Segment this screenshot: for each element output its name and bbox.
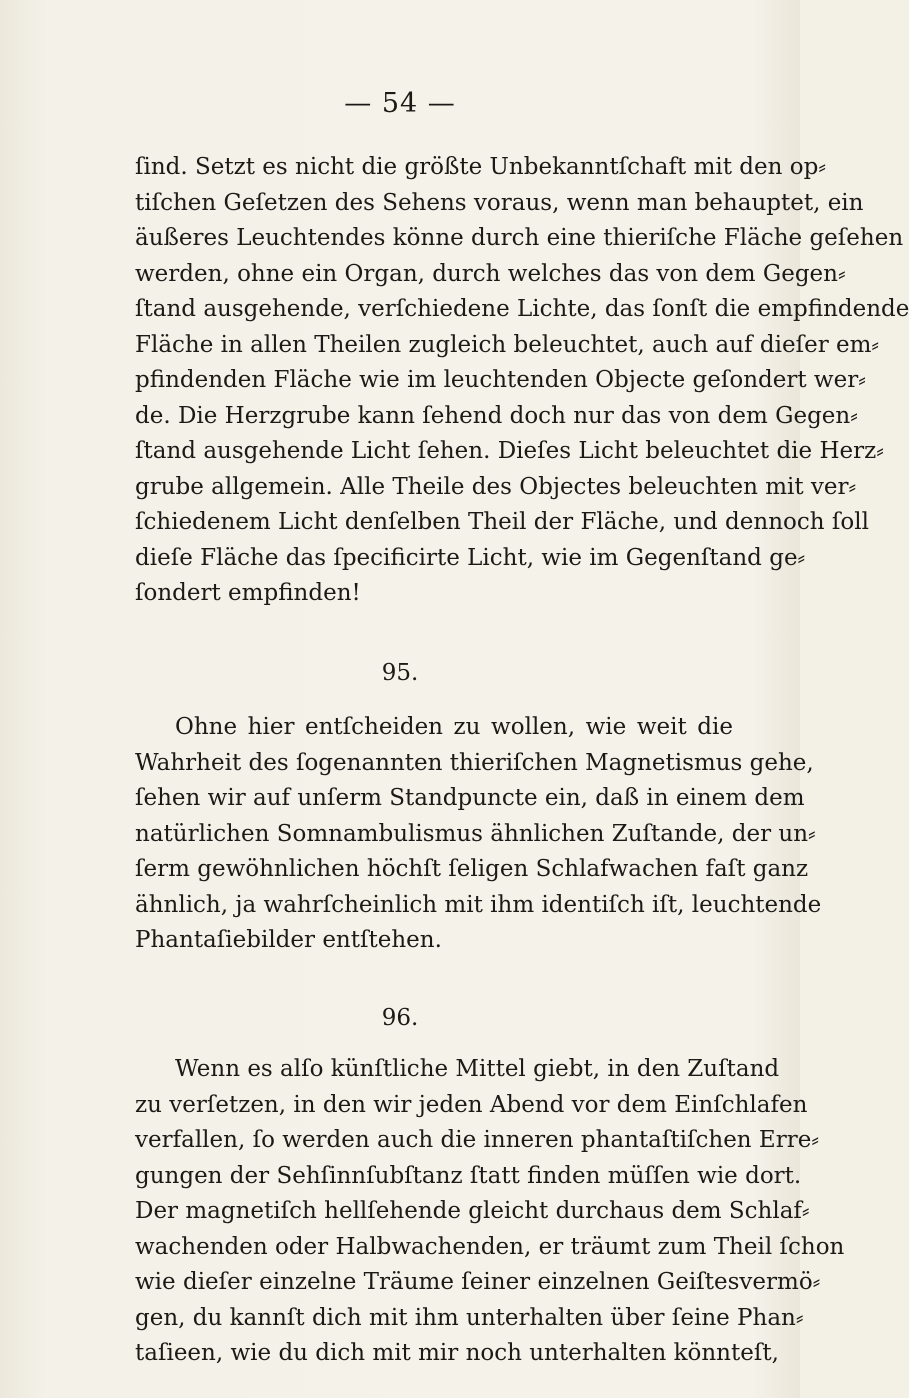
text-line: gungen der Sehſinnſubſtanz ſtatt finden müſſen wie dort. <box>135 1162 802 1189</box>
text-line: dieſe Fläche das ſpecificirte Licht, wie im Gegenſtand ge⸗ <box>135 544 806 571</box>
text-line: wie dieſer einzelne Träume ſeiner einzelnen Geiſtesvermö⸗ <box>135 1269 821 1295</box>
text-line: ſtand ausgehende Licht ſehen. Dieſes Licht beleuchtet die Herz⸗ <box>135 438 884 464</box>
text-line: ſondert empfinden! <box>135 580 361 606</box>
paragraph-95 <box>135 710 822 959</box>
section-number-95: 95. <box>381 660 419 686</box>
text-line: natürlichen Somnambulismus ähnlichen Zuſtande, der un⸗ <box>135 820 816 847</box>
text-line: ähnlich, ja wahrſcheinlich mit ihm identiſch iſt, leuchtende <box>135 891 822 918</box>
page-number-header: — 54 — <box>344 88 456 119</box>
text-line: tiſchen Geſetzen des Sehens voraus, wenn man behauptet, ein <box>135 189 864 216</box>
text-line: Fläche in allen Theilen zugleich beleuchtet, auch auf dieſer em⸗ <box>135 331 880 358</box>
text-line: ſtand ausgehende, verſchiedene Lichte, das ſonſt die empfindende <box>135 296 909 322</box>
text-line: verfallen, ſo werden auch die inneren phantaſtiſchen Erre⸗ <box>135 1127 819 1153</box>
text-line: Ohne hier entſcheiden zu wollen, wie weit die <box>175 714 733 740</box>
text-line: ſchiedenem Licht denſelben Theil der Fläche, und dennoch ſoll <box>135 509 869 535</box>
text-line: ſind. Setzt es nicht die größte Unbekanntſchaft mit den op⸗ <box>135 154 826 180</box>
text-line: pfindenden Fläche wie im leuchtenden Objecte geſondert wer⸗ <box>135 367 866 393</box>
text-line: de. Die Herzgrube kann ſehend doch nur das von dem Gegen⸗ <box>135 402 858 429</box>
text-line: ſerm gewöhnlichen höchſt ſeligen Schlafwachen faſt ganz <box>135 856 809 882</box>
text-line: werden, ohne ein Organ, durch welches das von dem Gegen⸗ <box>135 260 846 287</box>
text-line: Der magnetiſch hellſehende gleicht durchaus dem Schlaf⸗ <box>135 1198 810 1224</box>
text-line: Wahrheit des ſogenannten thieriſchen Magnetismus gehe, <box>135 749 814 776</box>
text-line: taſieen, wie du dich mit mir noch unterhalten könnteſt, <box>135 1340 779 1366</box>
section-number-96: 96. <box>381 1005 419 1031</box>
paragraph-continuation <box>135 150 909 612</box>
text-line: äußeres Leuchtendes könne durch eine thieriſche Fläche geſehen <box>135 225 904 251</box>
paragraph-96 <box>135 1052 845 1372</box>
text-line: Phantaſiebilder entſtehen. <box>135 927 442 953</box>
text-line: zu verſetzen, in den wir jeden Abend vor dem Einſchlafen <box>135 1091 808 1118</box>
text-line: Wenn es alſo künſtliche Mittel giebt, in den Zuſtand <box>175 1056 780 1082</box>
text-line: wachenden oder Halbwachenden, er träumt zum Theil ſchon <box>135 1233 845 1260</box>
text-line: ſehen wir auf unſerm Standpuncte ein, daß in einem dem <box>135 785 805 811</box>
text-line: grube allgemein. Alle Theile des Objectes beleuchten mit ver⸗ <box>135 473 857 500</box>
text-line: gen, du kannſt dich mit ihm unterhalten über ſeine Phan⸗ <box>135 1304 804 1331</box>
